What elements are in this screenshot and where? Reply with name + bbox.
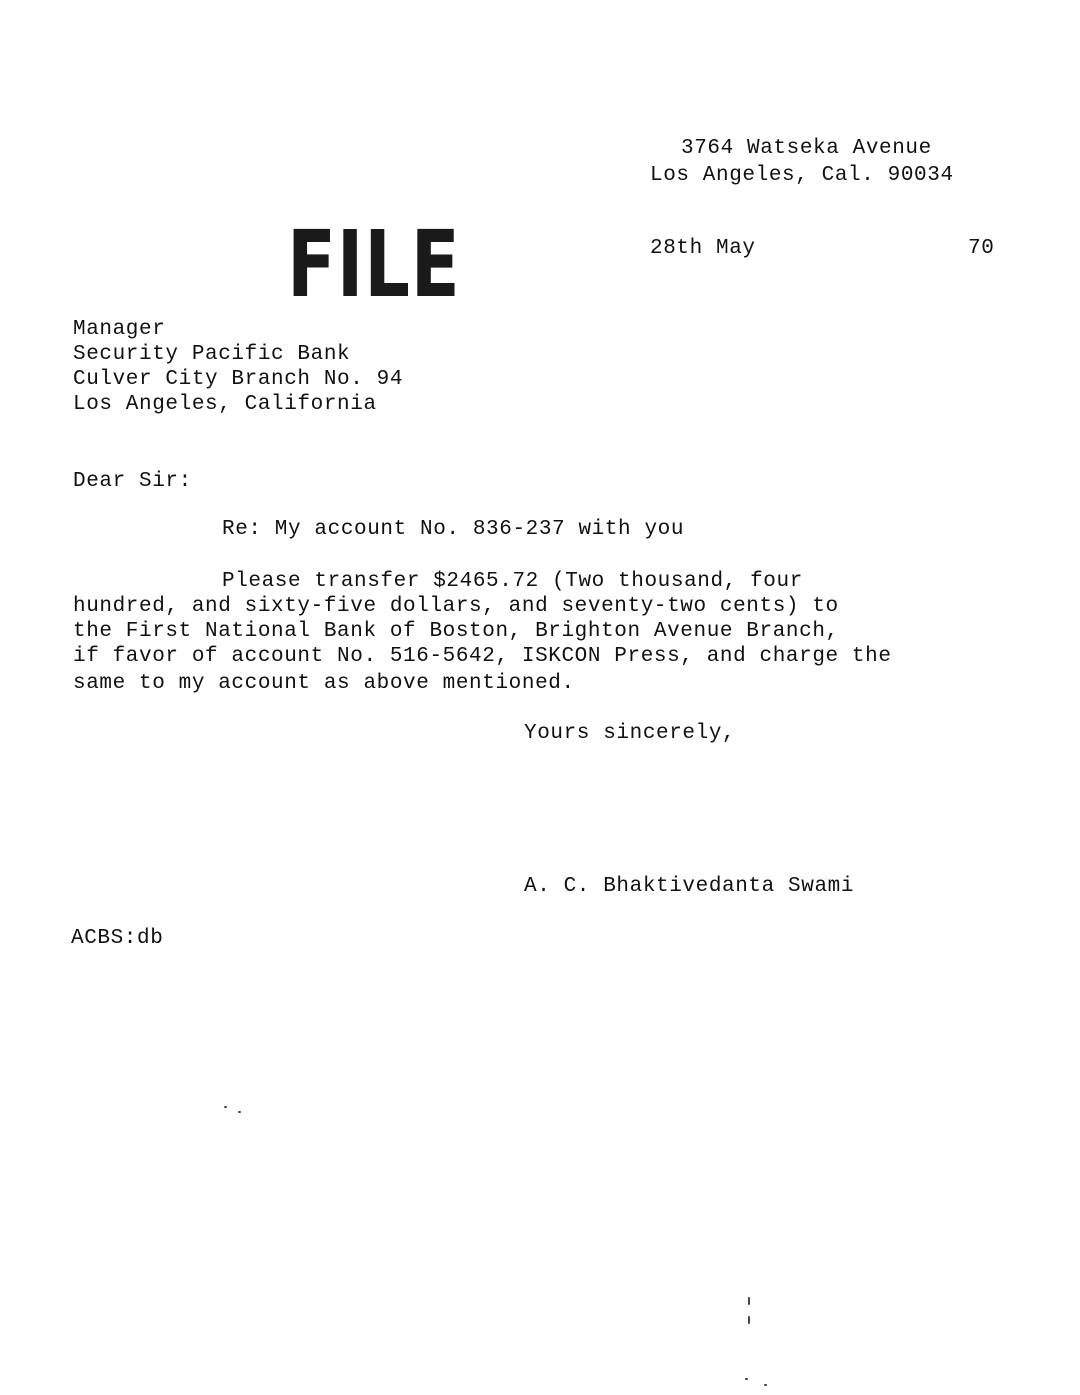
scan-speck (764, 1384, 767, 1386)
scan-speck (238, 1111, 241, 1113)
subject-line: Re: My account No. 836-237 with you (222, 518, 685, 541)
signature-name: A. C. Bhaktivedanta Swami (524, 875, 855, 898)
scan-speck (745, 1378, 748, 1380)
file-stamp: FILE (287, 211, 461, 318)
recipient-line-3: Culver City Branch No. 94 (73, 368, 404, 391)
body-line-1: Please transfer $2465.72 (Two thousand, four (222, 570, 803, 593)
recipient-line-1: Manager (73, 318, 166, 341)
letter-date-year: 70 (968, 237, 995, 260)
salutation: Dear Sir: (73, 470, 192, 493)
closing: Yours sincerely, (524, 722, 736, 745)
recipient-line-4: Los Angeles, California (73, 393, 377, 416)
scan-speck (224, 1106, 227, 1108)
body-line-5: same to my account as above mentioned. (73, 672, 575, 695)
body-line-3: the First National Bank of Boston, Brighton Avenue Branch, (73, 620, 839, 643)
body-line-2: hundred, and sixty-five dollars, and seventy-two cents) to (73, 595, 839, 618)
sender-address-line-1: 3764 Watseka Avenue (681, 137, 932, 160)
letter-date: 28th May (650, 237, 756, 260)
sender-address-line-2: Los Angeles, Cal. 90034 (650, 164, 954, 187)
body-line-4: if favor of account No. 516-5642, ISKCON Press, and charge the (73, 645, 892, 668)
scan-speck (748, 1297, 750, 1305)
reference-initials: ACBS:db (71, 927, 164, 950)
scan-speck (748, 1316, 750, 1324)
recipient-line-2: Security Pacific Bank (73, 343, 351, 366)
